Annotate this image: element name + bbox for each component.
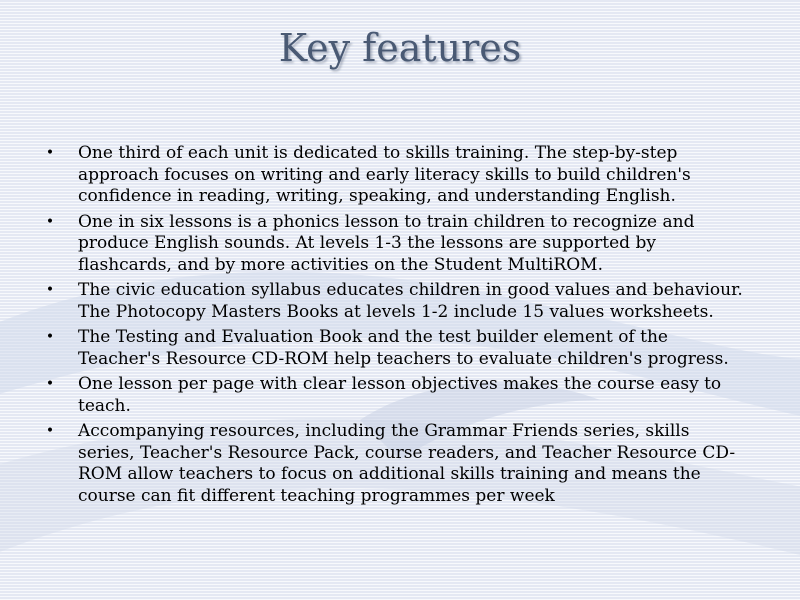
- list-item-text: The civic education syllabus educates children in good values and behaviour. The Photocopy Masters Books at levels 1-2 include 15 values worksheets.: [78, 280, 743, 322]
- feature-list: [44, 143, 750, 511]
- list-item-text: One in six lessons is a phonics lesson to train children to recognize and produce English sounds. At levels 1-3 the lessons are supported by flashcards, and by more activities on the Student MultiROM.: [78, 211, 695, 275]
- list-item: [44, 421, 750, 507]
- list-item-text: Accompanying resources, including the Grammar Friends series, skills series, Teacher's Resource Pack, course readers, and Teacher Resource CD-ROM allow teachers to focus on additional skills training and means the course can fit different teaching programmes per week: [78, 421, 736, 506]
- list-item: [44, 374, 750, 417]
- bullet-icon: •: [45, 213, 55, 230]
- list-item-text: One lesson per page with clear lesson objectives makes the course easy to teach.: [78, 374, 722, 416]
- bullet-icon: •: [45, 282, 55, 298]
- list-item-text: One third of each unit is dedicated to skills training. The step-by-step approach focuses on writing and early literacy skills to build children's confidence in reading, writing, speaking, and understanding English.: [78, 143, 691, 206]
- list-item: [44, 143, 750, 208]
- bullet-icon: •: [45, 329, 55, 345]
- list-item: [44, 327, 750, 370]
- bullet-icon: •: [45, 423, 55, 439]
- list-item: [44, 280, 750, 323]
- list-item-text: The Testing and Evaluation Book and the test builder element of the Teacher's Resource CD-ROM help teachers to evaluate children's progress.: [78, 327, 729, 369]
- bullet-icon: •: [45, 376, 55, 392]
- list-item: [44, 212, 750, 277]
- bullet-icon: •: [45, 145, 55, 161]
- slide-title: Key features: [278, 26, 522, 70]
